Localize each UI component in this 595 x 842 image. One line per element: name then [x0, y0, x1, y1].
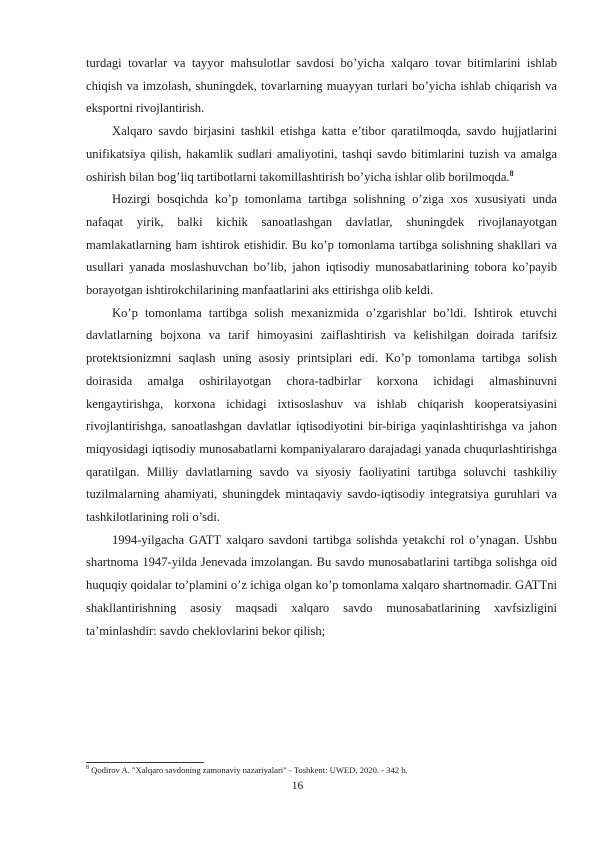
footnote-text: Qodirov A. "Xalqaro savdoning zamonaviy nazariyalari" - Toshkent: UWED, 2020. - 342 b.: [91, 765, 408, 775]
footnote: [86, 765, 557, 776]
paragraph-1: turdagi tovarlar va tayyor mahsulotlar savdosi bo’yicha xalqaro tovar bitimlarini ishlab chiqish va imzolash, shuningdek, tovarlarning muayyan turlari bo’yicha ishlab chiqarish va eksportni rivojlantirish.: [86, 56, 557, 116]
paragraph-4: Ko’p tomonlama tartibga solish mexanizmida o’zgarishlar bo’ldi. Ishtirok etuvchi davlatlarning bojxona va tarif himoyasini zaiflashtirish va kelishilgan doirada tarifsiz protektsionizmni saqlash uning asosiy printsiplari edi. Ko’p tomonlama tartibga solish doirasida amalga oshirilayotgan chora-tadbirlar korxona ichidagi almashinuvni kengaytirishga, korxona ichidagi ixtisoslashuv va ishlab chiqarish kooperatsiyasini rivojlantirishga, sanoatlashgan davlatlar iqtisodiyotini bir-biriga yaqinlashtirishga va jahon miqyosidagi iqtisodiy munosabatlarni kompaniyalararo darajadagi yanada chuqurlashtirishga qaratilgan. Milliy davlatlarning savdo va siyosiy faoliyatini tartibga soluvchi tashkiliy tuzilmalarning ahamiyati, shuningdek mintaqaviy savdo-iqtisodiy integratsiya guruhlari va tashkilotlarining roli o’sdi.: [86, 305, 557, 525]
paragraph-5: 1994-yilgacha GATT xalqaro savdoni tartibga solishda yetakchi rol o’ynagan. Ushbu shartnoma 1947-yilda Jenevada imzolangan. Bu savdo munosabatlarini tartibga solishga oid huquqiy qoidalar to’plamini o’z ichiga olgan ko’p tomonlama xalqaro shartnomadir. GATTni shakllantirishning asosiy maqsadi xalqaro savdo munosabatlarining xavfsizligini ta’minlashdir: savdo cheklovlarini bekor qilish;: [86, 532, 557, 638]
footnote-number: 8: [86, 765, 89, 772]
paragraph-2-text: Xalqaro savdo birjasini tashkil etishga katta e’tibor qaratilmoqda, savdo hujjatlarini unifikatsiya qilish, hakamlik sudlari amaliyotini, tashqi savdo bitimlarini tuzish va amalga oshirish bilan bog’liq tartibotlarni takomillashtirish bo’yicha ishlar olib borilmoqda.: [86, 124, 557, 184]
paragraph-2: [86, 120, 557, 188]
page-number: 16: [291, 780, 304, 792]
body-text: [86, 52, 557, 642]
footnote-reference[interactable]: 8: [509, 168, 514, 178]
paragraph-3: Hozirgi bosqichda ko’p tomonlama tartibga solishning o’ziga xos xususiyati unda nafaqat yirik, balki kichik sanoatlashgan davlatlar, shuningdek rivojlanayotgan mamlakatlarning ham ishtirok etishidir. Bu ko’p tomonlama tartibga solishning shakllari va usullari yanada moslashuvchan bo’lib, jahon iqtisodiy munosabatlarining tobora ko’payib borayotgan ishtirokchilarining manfaatlarini aks ettirishga olib keldi.: [86, 192, 557, 298]
footnote-divider: [86, 762, 204, 763]
